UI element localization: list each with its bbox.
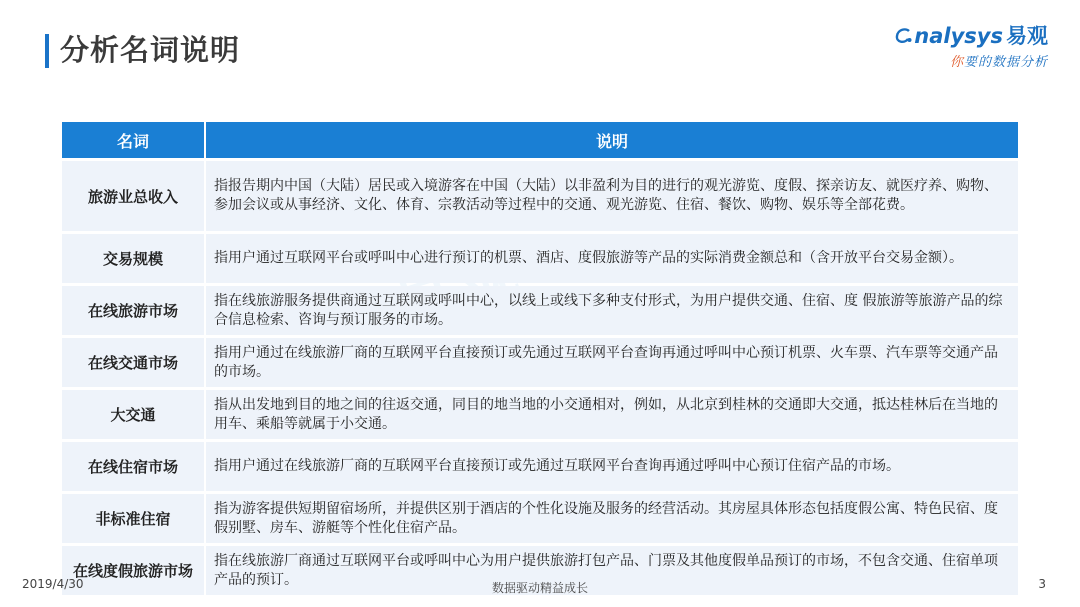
table-row (62, 234, 1018, 283)
term-cell: 旅游业总收入 (62, 161, 206, 231)
footer-tagline: 数据驱动精益成长 (491, 581, 588, 595)
table-row (62, 442, 1018, 491)
logo-wordmark (894, 20, 1048, 50)
column-header-term: 名词 (62, 122, 206, 158)
term-cell: 在线住宿市场 (62, 442, 206, 491)
desc-cell: 指为游客提供短期留宿场所，并提供区别于酒店的个性化设施及服务的经营活动。其房屋具体形态包括度假公寓、特色民宿、度假别墅、房车、游艇等个性化住宿产品。 (206, 494, 1018, 543)
page-number: 3 (1038, 577, 1046, 591)
term-cell: 交易规模 (62, 234, 206, 283)
table-row (62, 161, 1018, 231)
title-accent-bar (45, 34, 49, 68)
term-cell: 非标准住宿 (62, 494, 206, 543)
analysys-logo (894, 20, 1048, 70)
page-title: 分析名词说明 (60, 33, 241, 67)
table-row (62, 338, 1018, 387)
analysys-a-icon (894, 27, 914, 45)
logo-text: nalysys (914, 24, 1003, 48)
table-row (62, 390, 1018, 439)
desc-cell: 指在线旅游厂商通过互联网平台或呼叫中心为用户提供旅游打包产品、门票及其他度假单品预订的市场，不包含交通、住宿单项产品的预订。 (206, 546, 1018, 595)
terms-table (62, 119, 1018, 598)
term-cell: 在线交通市场 (62, 338, 206, 387)
slogan-first: 你 (949, 55, 964, 70)
desc-cell: 指用户通过在线旅游厂商的互联网平台直接预订或先通过互联网平台查询再通过呼叫中心预订住宿产品的市场。 (206, 442, 1018, 491)
table-row (62, 494, 1018, 543)
desc-cell: 指用户通过互联网平台或呼叫中心进行预订的机票、酒店、度假旅游等产品的实际消费金额总和（含开放平台交易金额）。 (206, 234, 1018, 283)
term-cell: 在线旅游市场 (62, 286, 206, 335)
logo-cn: 易观 (1006, 24, 1048, 48)
desc-cell: 指在线旅游服务提供商通过互联网或呼叫中心，以线上或线下多种支付形式，为用户提供交通、住宿、度 假旅游等旅游产品的综合信息检索、咨询与预订服务的市场。 (206, 286, 1018, 335)
footer-date: 2019/4/30 (22, 577, 84, 591)
desc-cell: 指用户通过在线旅游厂商的互联网平台直接预订或先通过互联网平台查询再通过呼叫中心预订机票、火车票、汽车票等交通产品的市场。 (206, 338, 1018, 387)
table-header-row (62, 122, 1018, 158)
term-cell: 在线度假旅游市场 (62, 546, 206, 595)
column-header-desc: 说明 (206, 122, 1018, 158)
table-row (62, 286, 1018, 335)
term-cell: 大交通 (62, 390, 206, 439)
slogan-rest: 要的数据分析 (963, 55, 1048, 70)
desc-cell: 指报告期内中国（大陆）居民或入境游客在中国（大陆）以非盈利为目的进行的观光游览、度假、探亲访友、就医疗养、购物、参加会议或从事经济、文化、体育、宗教活动等过程中的交通、观光游览、住宿、餐饮、购物、娱乐等全部花费。 (206, 161, 1018, 231)
desc-cell: 指从出发地到目的地之间的往返交通，同目的地当地的小交通相对，例如，从北京到桂林的交通即大交通，抵达桂林后在当地的用车、乘船等就属于小交通。 (206, 390, 1018, 439)
logo-slogan (894, 51, 1048, 70)
